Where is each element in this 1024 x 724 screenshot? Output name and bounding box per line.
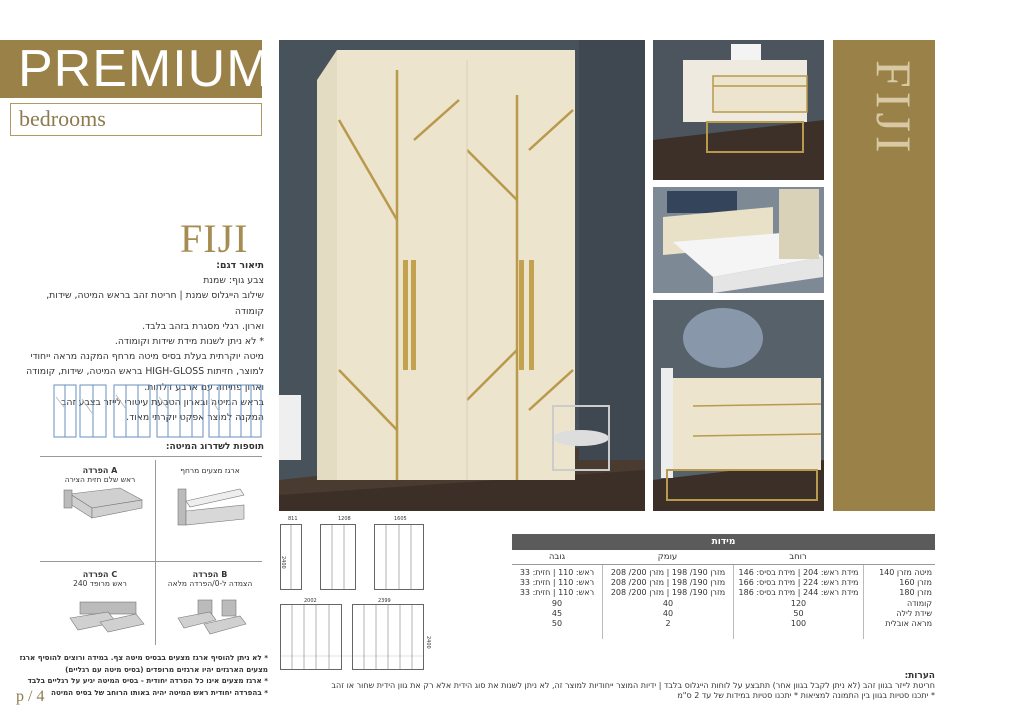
divider — [155, 460, 156, 645]
separated-bed-icon — [160, 588, 260, 638]
table-cell: מזרן 190/ 198 | מזרן 200/ 208 — [610, 588, 726, 598]
wardrobe-height-label: 2400 — [425, 636, 431, 649]
description-heading: תיאור דגם: — [216, 260, 264, 271]
description-line: * לא ניתן לשנות מידת שידות וקומודה. — [114, 336, 264, 348]
table-header-row — [512, 550, 935, 565]
description-line: המקנה למוצר אפקט יוקרתי מאוד. — [126, 412, 264, 424]
column-header: רוחב — [789, 552, 807, 562]
product-title: FIJI — [180, 216, 249, 261]
notes-title: הערות: — [904, 671, 935, 681]
storage-bed-icon — [160, 475, 260, 539]
table-cell: 120 — [790, 598, 807, 608]
addon-subtitle: ראש מרופד 240 — [73, 579, 127, 588]
table-cell: שידת לילה — [896, 608, 932, 618]
items-column — [863, 565, 935, 639]
description-line: צבע גוף: שמנת — [203, 275, 264, 287]
description-line: וארון. רגלי מסגרת בזהב בלבד. — [142, 320, 264, 332]
subtitle-box: bedrooms — [10, 103, 262, 136]
note-line: * ארגז מצעים אינו כל הפרדה יחודית - בסיס המיטה יגיע על רגליים בלבד — [27, 676, 268, 685]
left-notes — [12, 652, 268, 698]
addon-subtitle: ארגז מצעים מרחף — [180, 466, 240, 475]
table-body — [512, 565, 935, 639]
page-number: p / 4 — [16, 688, 45, 705]
table-cell: 45 — [551, 608, 563, 618]
wardrobe-dim-label: 1208 — [338, 516, 351, 522]
table-cell: מזרן 190/ 198 | מזרן 200/ 208 — [610, 568, 726, 577]
depth-column — [602, 565, 733, 639]
wardrobe-variant-icons — [52, 383, 264, 439]
addon-title: הפרדה B — [192, 570, 228, 579]
bed-illustration-icon — [50, 484, 150, 524]
table-title: מידות — [512, 534, 935, 550]
wardrobe-photo — [279, 40, 645, 511]
addon-title: הפרדה C — [82, 570, 118, 579]
twin-bed-icon — [50, 588, 150, 638]
column-header: עומק — [657, 552, 678, 562]
note-line: * יתכנו סטיות בגוון בין התמונה למציאות * יתכנו סטיות במידות של עד 2 ס"מ — [677, 691, 935, 700]
wardrobe-dim-label: 2002 — [304, 598, 317, 604]
note-line: * בהפרדה יחודית ראש המיטה יהיה באותו הרוחב של בסיס המיטה — [51, 687, 268, 697]
description-line: שילוב היי‏גלוס שמנת | חריטת זהב בראש המיטה, שידות, קומודה — [46, 290, 264, 317]
addon-option-c — [50, 570, 150, 642]
bed-photo — [653, 187, 824, 293]
wardrobe-dim-label: 1605 — [394, 516, 407, 522]
table-cell: 40 — [662, 598, 674, 608]
description-line: למוצר, חזיתות HIGH-GLOSS בראש המיטה, שידות, קומודה — [26, 366, 264, 378]
divider — [40, 456, 262, 457]
table-cell: מיטה מזרן 140 — [879, 568, 932, 577]
table-cell: מידת ראש: 224 | מידת בסיס: 166 — [738, 578, 859, 588]
wardrobe-dim-label: 811 — [288, 516, 298, 522]
addons-title: תוספות לשדרוג המיטה: — [165, 442, 264, 452]
width-column — [733, 565, 863, 639]
table-cell: מידת ראש: 204 | מידת בסיס: 146 — [738, 568, 859, 577]
wardrobe-height-label: 2400 — [280, 556, 286, 569]
column-header — [863, 550, 935, 564]
table-cell: מזרן 190/ 198 | מזרן 200/ 208 — [610, 578, 726, 588]
table-cell: 100 — [790, 619, 807, 629]
column-header: גובה — [548, 552, 566, 562]
table-cell: ראש: 110 | חזית: 33 — [519, 578, 595, 588]
table-cell: ראש: 110 | חזית: 33 — [519, 568, 595, 577]
wardrobe-door-lines — [278, 516, 438, 676]
divider — [40, 561, 262, 562]
brand-banner: PREMIUM — [0, 40, 262, 98]
note-line: חריטת לייזר בגוון זהב (לא ניתן לקבל בגוון אחר) תתבצע על לוחות היי‏גלוס בלבד | ידיות המוצר ייחודיות למוצר זה, לא ניתן לשנות את סוג הידית אלא רק את גוון הידית שחור או זהב — [331, 681, 935, 690]
table-cell: מראה אובלית — [885, 619, 932, 629]
note-line: מצעים הארגזים יהיו ארגזים מרופדים (בסיס מיטה עם רגליים) — [65, 664, 268, 674]
addon-title: הפרדה A — [82, 466, 118, 475]
addon-option-storage — [160, 466, 260, 543]
description-line: וארון פתיחה עם ארבע דלתות. — [144, 381, 264, 393]
table-cell: מידת ראש: 244 | מידת בסיס: 186 — [738, 588, 859, 598]
table-cell: 90 — [551, 598, 563, 608]
table-cell: ראש: 110 | חזית: 33 — [519, 588, 595, 598]
table-cell: קומודה — [906, 598, 932, 608]
description-line: בראש המיטה ובארון הטבעת עיטורי לייזר בצבע זהב — [61, 396, 264, 408]
dimensions-table — [512, 534, 935, 639]
wardrobe-drawings — [278, 516, 438, 676]
addon-subtitle: הצמדה ל-0/הפרדה מלאה — [167, 579, 253, 588]
table-cell: 2 — [665, 619, 671, 629]
addon-option-a — [50, 466, 150, 528]
table-cell: 50 — [551, 619, 563, 629]
addon-option-b — [160, 570, 260, 642]
notes-section — [320, 671, 935, 701]
wardrobe-dim-label: 2399 — [378, 598, 391, 604]
note-line: * לא ניתן להוסיף ארגז מצעים בבסיס מיטה צף. במידה ורוצים להוסיף ארגז — [19, 653, 268, 662]
description-line: מיטה יוקרתית בעלת בסיס מיטה מרחף המקנה מראה ייחודי — [30, 351, 264, 363]
height-column — [512, 565, 602, 639]
addon-subtitle: ראש שלם חזית הצירה — [64, 475, 136, 484]
table-cell: 40 — [662, 608, 674, 618]
table-cell: 50 — [793, 608, 804, 618]
dresser-photo — [653, 300, 824, 511]
fiji-vertical-title: FIJI — [866, 60, 922, 157]
table-cell: מזרן 160 — [899, 578, 932, 588]
table-cell: מזרן 180 — [899, 588, 932, 598]
nightstand-photo — [653, 40, 824, 180]
